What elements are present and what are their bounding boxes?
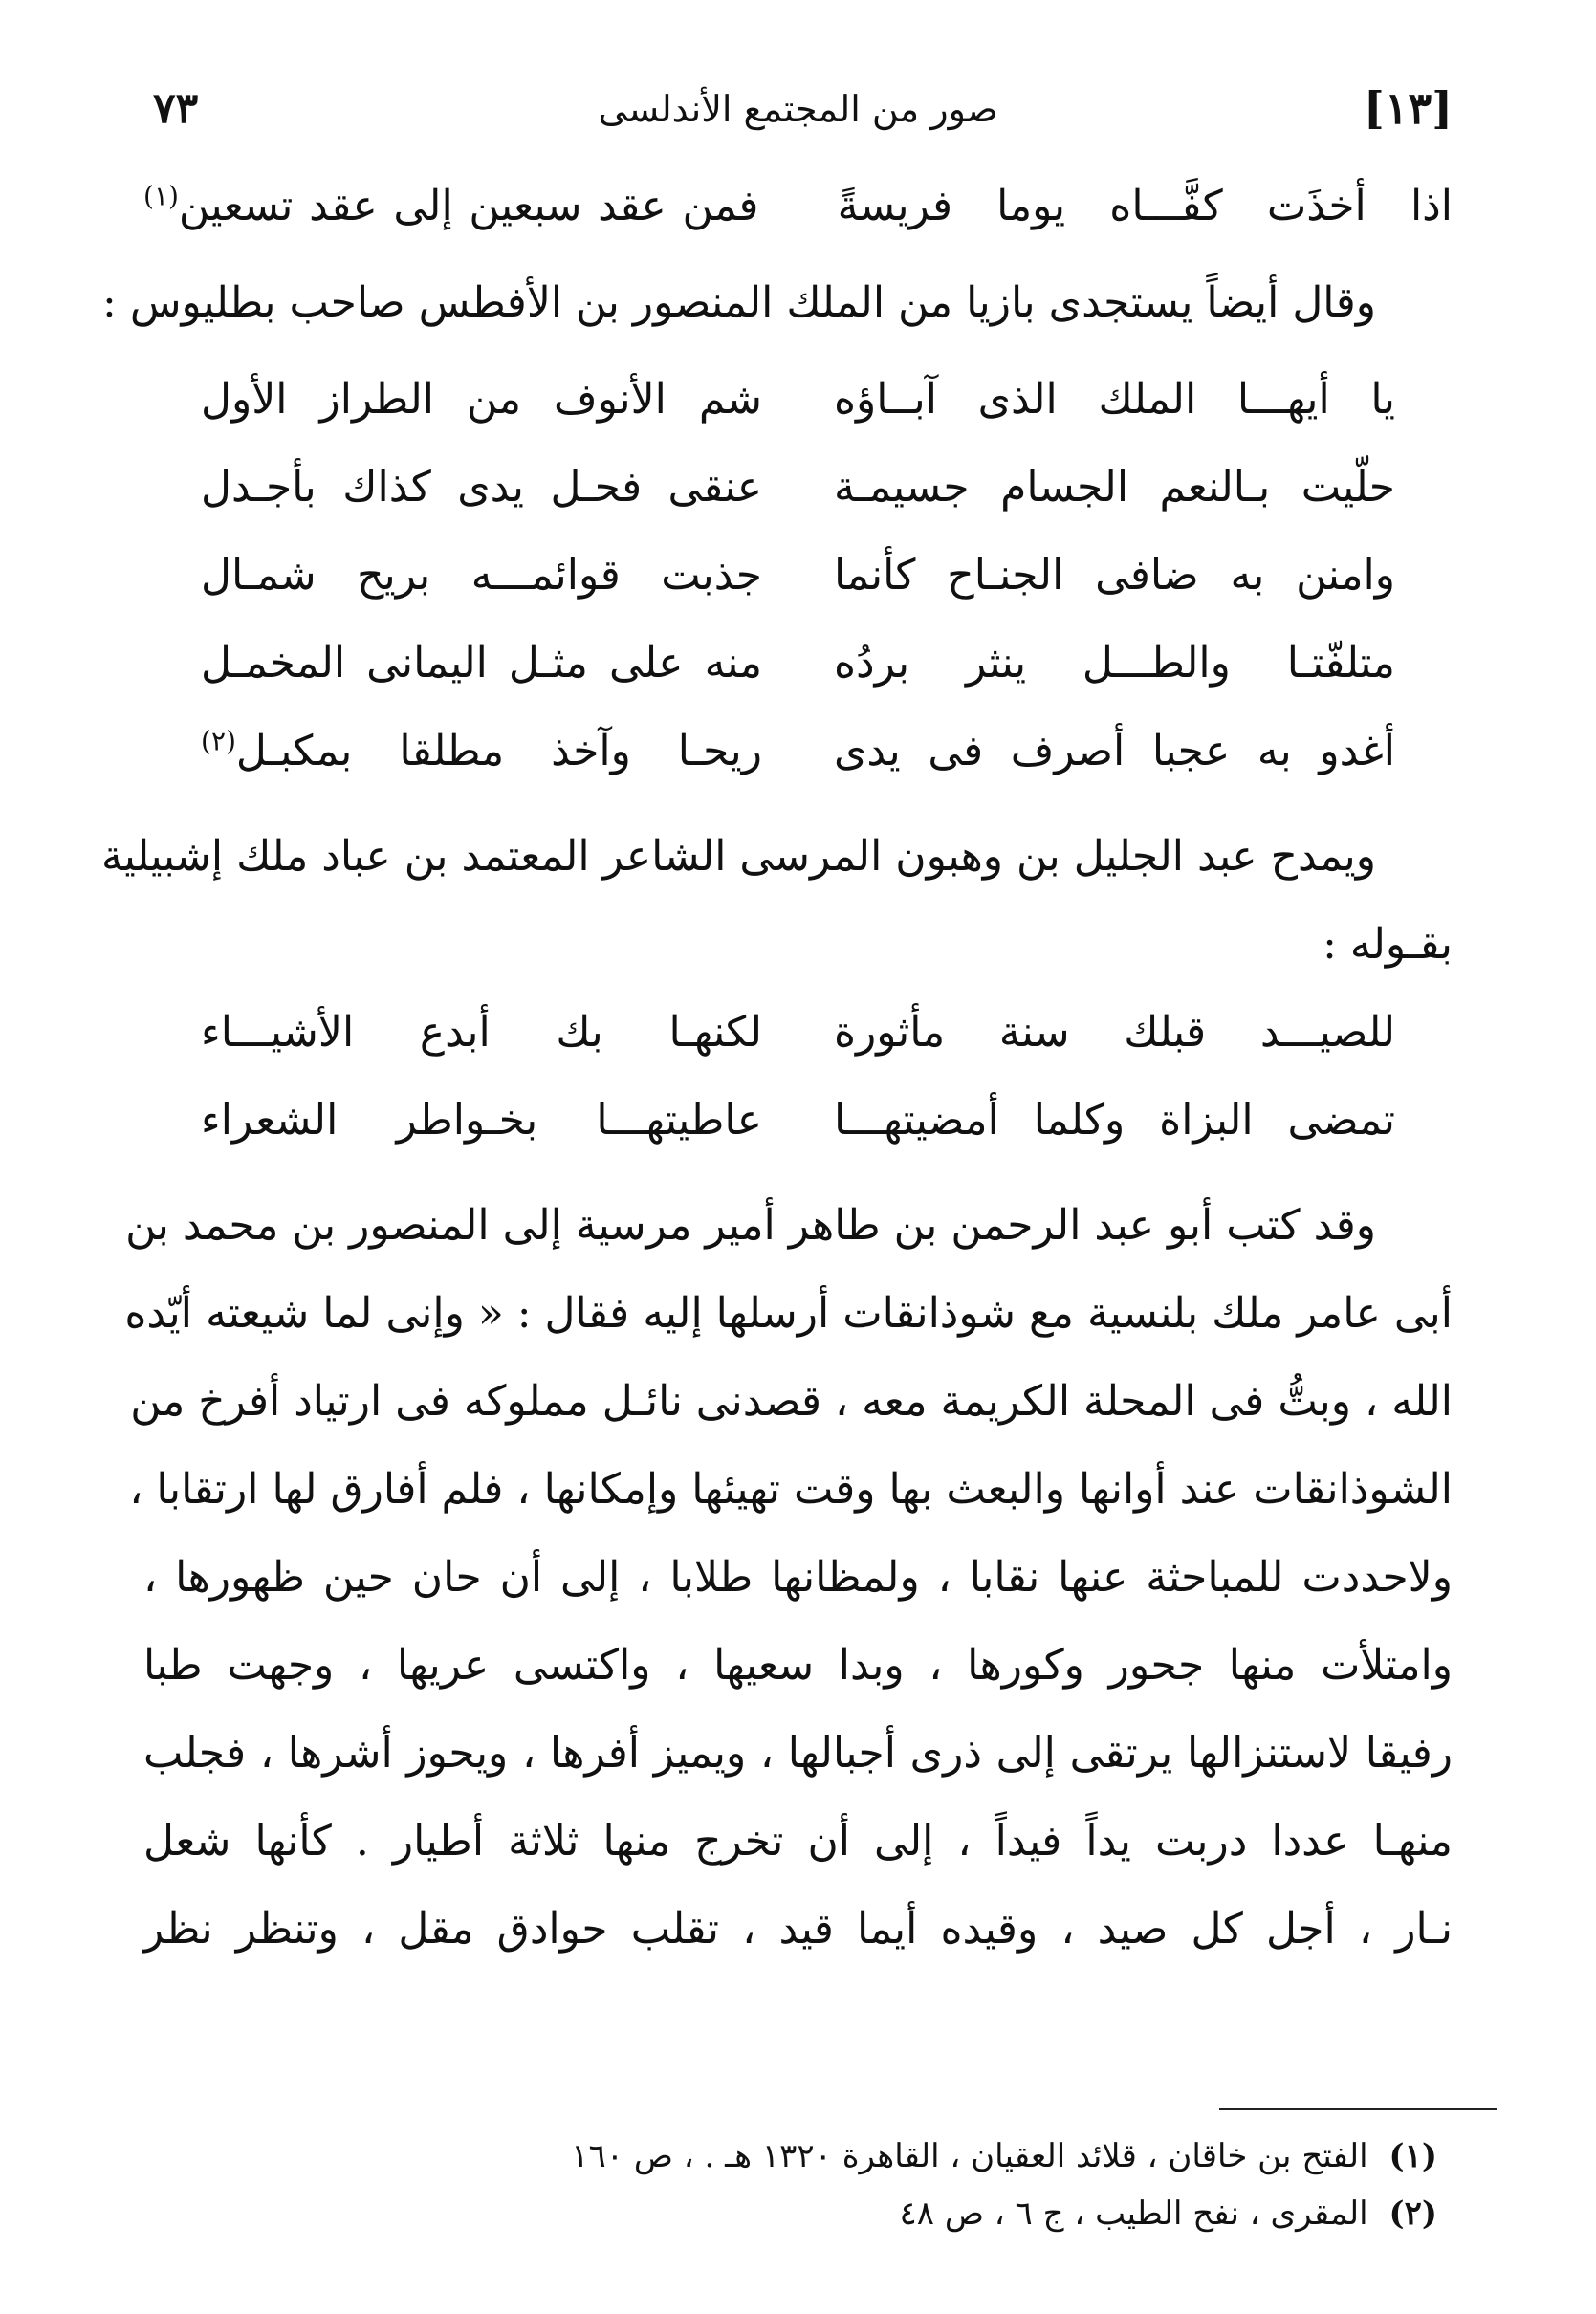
paragraph-line: وقال أيضاً يستجدى بازيا من الملك المنصور بن الأفطس صاحب بطليوس : bbox=[102, 278, 1376, 327]
footnote-number: (٢) bbox=[1388, 2194, 1437, 2233]
footnote-text: المقرى ، نفح الطيب ، ج ٦ ، ص ٤٨ bbox=[899, 2194, 1368, 2233]
section-number: [١٣] bbox=[1364, 82, 1453, 134]
poem-verse bbox=[201, 356, 1395, 444]
paragraph-line: نـار ، أجل كل صيد ، وقيده أيما قيد ، تقلب حوادق مقل ، وتنظر نظر bbox=[143, 1905, 1453, 1954]
verse-first-hemistich: متلفّتـا والطـــل ينثر بردُه bbox=[833, 639, 1395, 688]
paragraph-line: ويمدح عبد الجليل بن وهبون المرسى الشاعر المعتمد بن عباد ملك إشبيلية bbox=[101, 832, 1376, 881]
paragraph-line: ولاحددت للمباحثة عنها نقابا ، ولمظانها طلابا ، إلى أن حان حين ظهورها ، bbox=[143, 1553, 1453, 1602]
page-number: ٧٣ bbox=[153, 84, 199, 133]
verse-first-hemistich: حلّيت بـالنعم الجسام جسيمـة bbox=[833, 463, 1395, 512]
poem-verse bbox=[201, 620, 1395, 708]
paragraph-line: وقد كتب أبو عبد الرحمن بن طاهر أمير مرسية إلى المنصور بن محمد بن bbox=[125, 1201, 1376, 1250]
spacer bbox=[143, 1165, 1453, 1182]
footnote-mark: (٢) bbox=[201, 725, 236, 757]
verse-first-hemistich: للصيـــد قبلك سنة مأثورة bbox=[833, 1008, 1395, 1057]
paragraph-line: منهـا عددا دربت يداً فيداً ، إلى أن تخرج منها ثلاثة أطيار . كأنها شعل bbox=[143, 1817, 1453, 1866]
footnote-divider bbox=[1219, 2108, 1497, 2110]
spacer bbox=[143, 796, 1453, 813]
verse-second-hemistich: عنقى فحـل يدى كذاك بأجـدل bbox=[201, 463, 763, 512]
paragraph-line: رفيقا لاستنزالها يرتقى إلى ذرى أجبالها ، ويميز أفرها ، ويحوز أشرها ، فجلب bbox=[143, 1729, 1453, 1778]
paragraph-3 bbox=[124, 1182, 1453, 1974]
poem-verse bbox=[201, 444, 1395, 532]
footnote bbox=[143, 2128, 1453, 2185]
poem-verse bbox=[201, 532, 1395, 620]
verse-second-hemistich bbox=[201, 708, 762, 796]
poem-2 bbox=[143, 989, 1453, 1165]
verse-first-hemistich: تمضى البزاة وكلما أمضيتهـــا bbox=[833, 1096, 1395, 1145]
footnote-text: الفتح بن خاقان ، قلائد العقيان ، القاهرة ١٣٢٠ هـ . ، ص ١٦٠ bbox=[571, 2137, 1368, 2175]
verse-first-hemistich: اذا أخذَت كفَّـــاه يوما فريسةً bbox=[837, 182, 1453, 230]
verse-second-hemistich: عاطيتهـــا بخـواطر الشعراء bbox=[201, 1096, 763, 1145]
opening-verse bbox=[143, 163, 1453, 251]
footnote-number: (١) bbox=[1388, 2137, 1437, 2175]
verse-first-hemistich: وامنن به ضافى الجنـاح كأنما bbox=[833, 551, 1395, 600]
poem-verse bbox=[201, 1077, 1395, 1165]
verse-first-hemistich: أغدو به عجبا أصرف فى يدى bbox=[833, 727, 1395, 775]
verse-text: ريحـا وآخذ مطلقا بمكبـل bbox=[235, 727, 763, 775]
verse-second-hemistich: جذبت قوائمـــه بريح شمـال bbox=[201, 551, 763, 600]
verse-second-hemistich bbox=[143, 163, 758, 251]
poem-verse bbox=[201, 989, 1395, 1077]
poem-1 bbox=[143, 356, 1453, 796]
verse-second-hemistich: لكنهـا بك أبدع الأشيـــاء bbox=[201, 1008, 763, 1057]
verse-second-hemistich: منه على مثـل اليمانى المخمـل bbox=[201, 639, 763, 688]
poem-verse bbox=[201, 708, 1395, 796]
paragraph-line: وامتلأت منها جحور وكورها ، وبدا سعيها ، واكتسى عريها ، وجهت طبا bbox=[143, 1641, 1453, 1690]
paragraph-line: أبى عامر ملك بلنسية مع شوذانقات أرسلها إليه فقال : « وإنى لما شيعته أيّده bbox=[124, 1289, 1453, 1338]
paragraph-line: الله ، وبتُّ فى المحلة الكريمة معه ، قصدنى نائـل مملوكه فى ارتياد أفرخ من bbox=[130, 1377, 1453, 1426]
page-body bbox=[101, 163, 1453, 1974]
footnote-mark: (١) bbox=[143, 180, 179, 212]
running-title: صور من المجتمع الأندلسى bbox=[598, 88, 998, 130]
verse-first-hemistich: يا أيهـــا الملك الذى آبــاؤه bbox=[833, 375, 1395, 424]
paragraph-line: الشوذانقات عند أوانها والبعث بها وقت تهيئها وإمكانها ، فلم أفارق لها ارتقابا ، bbox=[129, 1465, 1453, 1514]
paragraph-line: بقـوله : bbox=[1323, 920, 1453, 969]
page-header bbox=[143, 76, 1453, 163]
footnotes bbox=[143, 2128, 1453, 2242]
verse-text: فمن عقد سبعين إلى عقد تسعين bbox=[178, 182, 759, 230]
footnote bbox=[143, 2185, 1453, 2242]
verse-second-hemistich: شم الأنوف من الطراز الأول bbox=[201, 375, 763, 424]
